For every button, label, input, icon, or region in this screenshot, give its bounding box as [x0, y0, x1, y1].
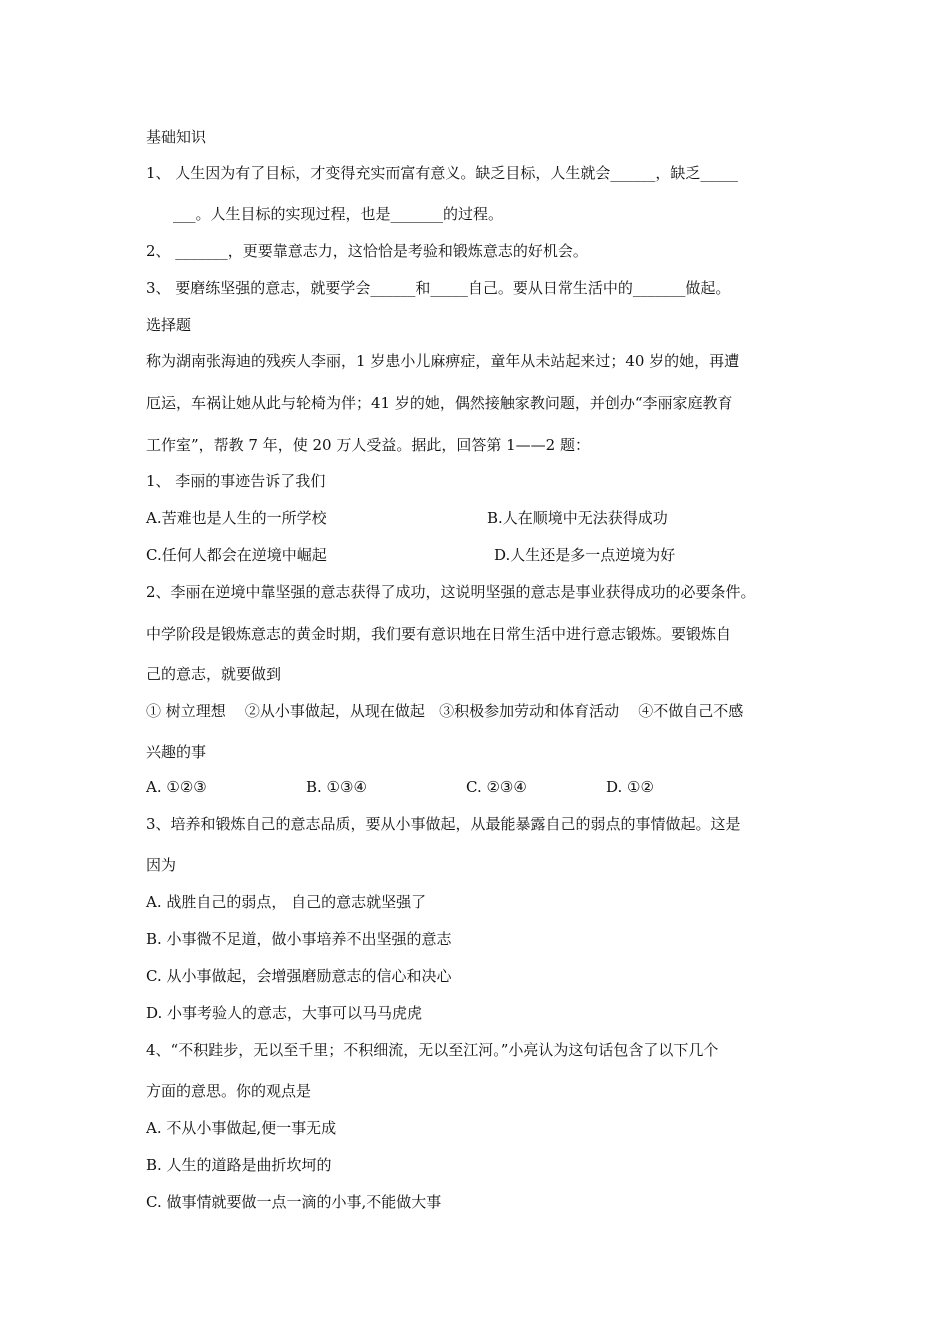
- q1-option-d: D.人生还是多一点逆境为好: [494, 546, 676, 564]
- q1-stem: 1、 李丽的事迹告诉了我们: [146, 472, 326, 490]
- q1-option-a: A.苦难也是人生的一所学校: [146, 509, 327, 527]
- q3-stem-line: 3、培养和锻炼自己的意志品质，要从小事做起，从最能暴露自己的弱点的事情做起。这是: [146, 815, 741, 833]
- q2-option-a: A. ①②③: [146, 778, 207, 796]
- q2-stem-line: 中学阶段是锻炼意志的黄金时期，我们要有意识地在日常生活中进行意志锻炼。要锻炼自: [146, 625, 732, 643]
- q3-option-d: D. 小事考验人的意志，大事可以马马虎虎: [146, 1004, 423, 1022]
- basics-q1-line2: ___。人生目标的实现过程，也是_______的过程。: [173, 205, 504, 223]
- q2-stem-line: 己的意志，就要做到: [146, 665, 282, 683]
- passage-line: 工作室”，帮教 7 年，使 20 万人受益。据此，回答第 1——2 题：: [146, 436, 590, 454]
- q4-option-b: B. 人生的道路是曲折坎坷的: [146, 1156, 332, 1174]
- passage-line: 厄运，车祸让她从此与轮椅为伴；41 岁的她，偶然接触家教问题，并创办“李丽家庭教育: [146, 394, 733, 412]
- section-heading-choice: 选择题: [146, 316, 192, 334]
- q3-option-a: A. 战胜自己的弱点， 自己的意志就坚强了: [146, 893, 427, 911]
- section-heading-basics: 基础知识: [146, 128, 207, 146]
- q4-option-c: C. 做事情就要做一点一滴的小事,不能做大事: [146, 1193, 442, 1211]
- basics-q3: 3、 要磨练坚强的意志，就要学会______和_____自己。要从日常生活中的_______做起。: [146, 279, 731, 297]
- passage-line: 称为湖南张海迪的残疾人李丽，1 岁患小儿麻痹症，童年从未站起来过；40 岁的她，再遭: [146, 352, 740, 370]
- q1-option-b: B.人在顺境中无法获得成功: [487, 509, 668, 527]
- q4-stem-line: 方面的意思。你的观点是: [146, 1082, 312, 1100]
- basics-q1-line1: 1、 人生因为有了目标，才变得充实而富有意义。缺乏目标，人生就会______，缺乏_____: [146, 164, 738, 182]
- q2-items-line: ① 树立理想 ②从小事做起，从现在做起 ③积极参加劳动和体育活动 ④不做自己不感: [146, 702, 744, 720]
- basics-q2: 2、 _______，更要靠意志力，这恰恰是考验和锻炼意志的好机会。: [146, 242, 588, 260]
- q2-option-d: D. ①②: [606, 778, 654, 796]
- q3-stem-line: 因为: [146, 856, 177, 874]
- q3-option-b: B. 小事微不足道，做小事培养不出坚强的意志: [146, 930, 452, 948]
- q2-option-b: B. ①③④: [306, 778, 367, 796]
- q4-stem-line: 4、“不积跬步，无以至千里；不积细流，无以至江河。”小亮认为这句话包含了以下几个: [146, 1041, 719, 1059]
- q2-items-line: 兴趣的事: [146, 743, 207, 761]
- q2-stem-line: 2、李丽在逆境中靠坚强的意志获得了成功，这说明坚强的意志是事业获得成功的必要条件。: [146, 583, 756, 601]
- q2-option-c: C. ②③④: [466, 778, 527, 796]
- q1-option-c: C.任何人都会在逆境中崛起: [146, 546, 327, 564]
- q4-option-a: A. 不从小事做起,便一事无成: [146, 1119, 337, 1137]
- q3-option-c: C. 从小事做起，会增强磨励意志的信心和决心: [146, 967, 452, 985]
